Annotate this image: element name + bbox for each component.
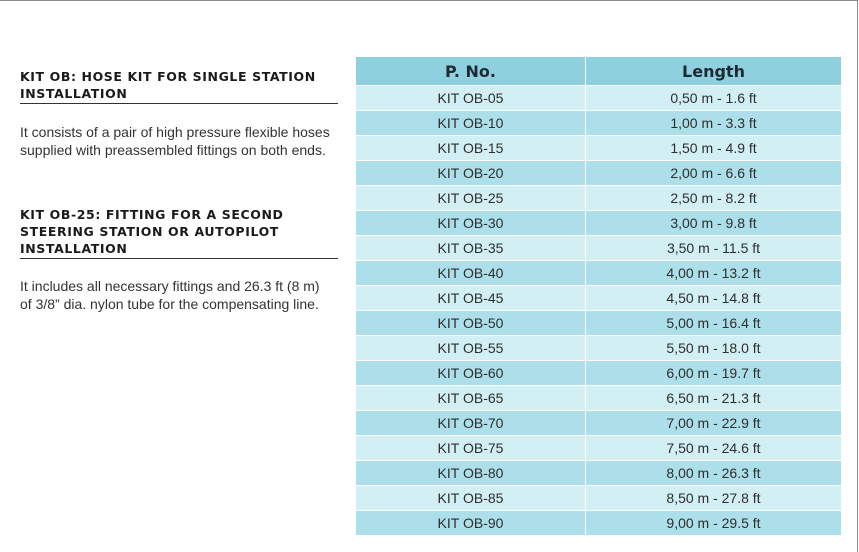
table-row: [356, 411, 842, 436]
table-row: [356, 261, 842, 286]
length-cell: 2,00 m - 6.6 ft: [586, 161, 842, 186]
length-cell: 9,00 m - 29.5 ft: [586, 511, 842, 536]
length-cell: 8,50 m - 27.8 ft: [586, 486, 842, 511]
part-number-cell: KIT OB-75: [356, 436, 586, 461]
table-row: [356, 361, 842, 386]
length-cell: 5,00 m - 16.4 ft: [586, 311, 842, 336]
part-number-cell: KIT OB-45: [356, 286, 586, 311]
part-number-cell: KIT OB-50: [356, 311, 586, 336]
table-row: [356, 511, 842, 536]
length-cell: 7,00 m - 22.9 ft: [586, 411, 842, 436]
table-row: [356, 286, 842, 311]
table-row: [356, 186, 842, 211]
table-row: [356, 436, 842, 461]
table-row: [356, 236, 842, 261]
length-cell: 7,50 m - 24.6 ft: [586, 436, 842, 461]
kit-ob-description: It consists of a pair of high pressure flexible hoses supplied with preassembled fittings on both ends.: [20, 124, 330, 158]
column-header-part-number: P. No.: [356, 57, 586, 86]
part-number-cell: KIT OB-15: [356, 136, 586, 161]
part-number-cell: KIT OB-65: [356, 386, 586, 411]
length-cell: 3,00 m - 9.8 ft: [586, 211, 842, 236]
part-number-cell: KIT OB-90: [356, 511, 586, 536]
kit-ob-heading: KIT OB: HOSE KIT FOR SINGLE STATION INSTALLATION: [20, 68, 338, 104]
length-cell: 8,00 m - 26.3 ft: [586, 461, 842, 486]
table-row: [356, 486, 842, 511]
part-number-cell: KIT OB-60: [356, 361, 586, 386]
length-cell: 1,50 m - 4.9 ft: [586, 136, 842, 161]
part-number-cell: KIT OB-30: [356, 211, 586, 236]
length-cell: 0,50 m - 1.6 ft: [586, 86, 842, 111]
table-row: [356, 86, 842, 111]
part-number-cell: KIT OB-40: [356, 261, 586, 286]
table-row: [356, 211, 842, 236]
part-number-cell: KIT OB-35: [356, 236, 586, 261]
table-row: [356, 461, 842, 486]
column-header-length: Length: [586, 57, 842, 86]
length-cell: 4,00 m - 13.2 ft: [586, 261, 842, 286]
table-row: [356, 311, 842, 336]
table-row: [356, 136, 842, 161]
table-header-row: [356, 57, 842, 86]
part-number-cell: KIT OB-80: [356, 461, 586, 486]
frame-right-border: [857, 0, 858, 552]
length-cell: 1,00 m - 3.3 ft: [586, 111, 842, 136]
length-cell: 6,00 m - 19.7 ft: [586, 361, 842, 386]
kit-ob-25-heading: KIT OB-25: FITTING FOR A SECOND STEERING STATION OR AUTOPILOT INSTALLATION: [20, 206, 338, 259]
table-row: [356, 336, 842, 361]
table-row: [356, 386, 842, 411]
length-cell: 3,50 m - 11.5 ft: [586, 236, 842, 261]
part-number-cell: KIT OB-25: [356, 186, 586, 211]
part-number-cell: KIT OB-70: [356, 411, 586, 436]
part-number-cell: KIT OB-85: [356, 486, 586, 511]
length-cell: 6,50 m - 21.3 ft: [586, 386, 842, 411]
part-number-cell: KIT OB-55: [356, 336, 586, 361]
kit-length-table: [355, 56, 842, 536]
part-number-cell: KIT OB-20: [356, 161, 586, 186]
frame-top-border: [0, 0, 857, 1]
kit-ob-25-description: It includes all necessary fittings and 26.3 ft (8 m) of 3/8” dia. nylon tube for the compensating line.: [20, 278, 320, 312]
length-cell: 4,50 m - 14.8 ft: [586, 286, 842, 311]
table-row: [356, 161, 842, 186]
part-number-cell: KIT OB-05: [356, 86, 586, 111]
length-cell: 5,50 m - 18.0 ft: [586, 336, 842, 361]
part-number-cell: KIT OB-10: [356, 111, 586, 136]
table-row: [356, 111, 842, 136]
length-cell: 2,50 m - 8.2 ft: [586, 186, 842, 211]
